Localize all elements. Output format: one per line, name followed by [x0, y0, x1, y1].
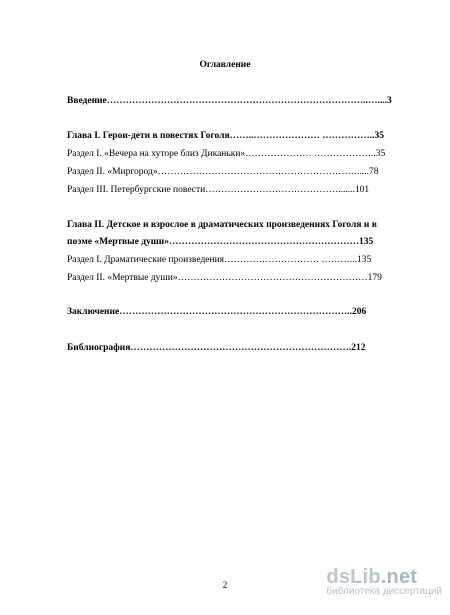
toc-entry-chapter-1: Глава I. Герои-дети в повестях Гоголя……..………………… ……………..35	[67, 131, 384, 141]
watermark-logo-main: dsLib	[326, 566, 381, 588]
watermark-logo-tld: .net	[380, 566, 418, 588]
toc-title: Оглавление	[199, 60, 251, 70]
toc-entry-introduction: Введение………………………………………………………………………..…....3	[67, 96, 392, 106]
toc-entry-section-1-2: Раздел II. «Миргород»……………………………………………………….....78	[67, 167, 379, 177]
toc-entry-section-2-1: Раздел I. Драматические произведения………………………… ………...135	[67, 255, 372, 265]
toc-entry-chapter-2: Глава II. Детское и взрослое в драматических произведениях Гоголя и в	[67, 220, 377, 230]
toc-entry-conclusion: Заключение………………………………………………………………..206	[67, 307, 367, 317]
toc-entry-section-2-2: Раздел II. «Мертвые души»……………………………………………………179	[67, 273, 382, 283]
toc-entry-section-1-1: Раздел I. «Вечера на хуторе близ Диканьки»………………… ………………..35	[67, 149, 386, 159]
watermark-subtitle: библиотека диссертаций	[326, 586, 442, 597]
toc-entry-bibliography: Библиография…………………………………………………………….212	[67, 343, 366, 353]
page-number: 2	[222, 580, 228, 590]
watermark	[326, 566, 442, 597]
toc-entry-chapter-2-cont: поэме «Мертвые души»……………………………………………………135	[67, 237, 374, 247]
toc-entry-section-1-3: Раздел III. Петербургские повести…………………………………….......101	[67, 185, 370, 195]
